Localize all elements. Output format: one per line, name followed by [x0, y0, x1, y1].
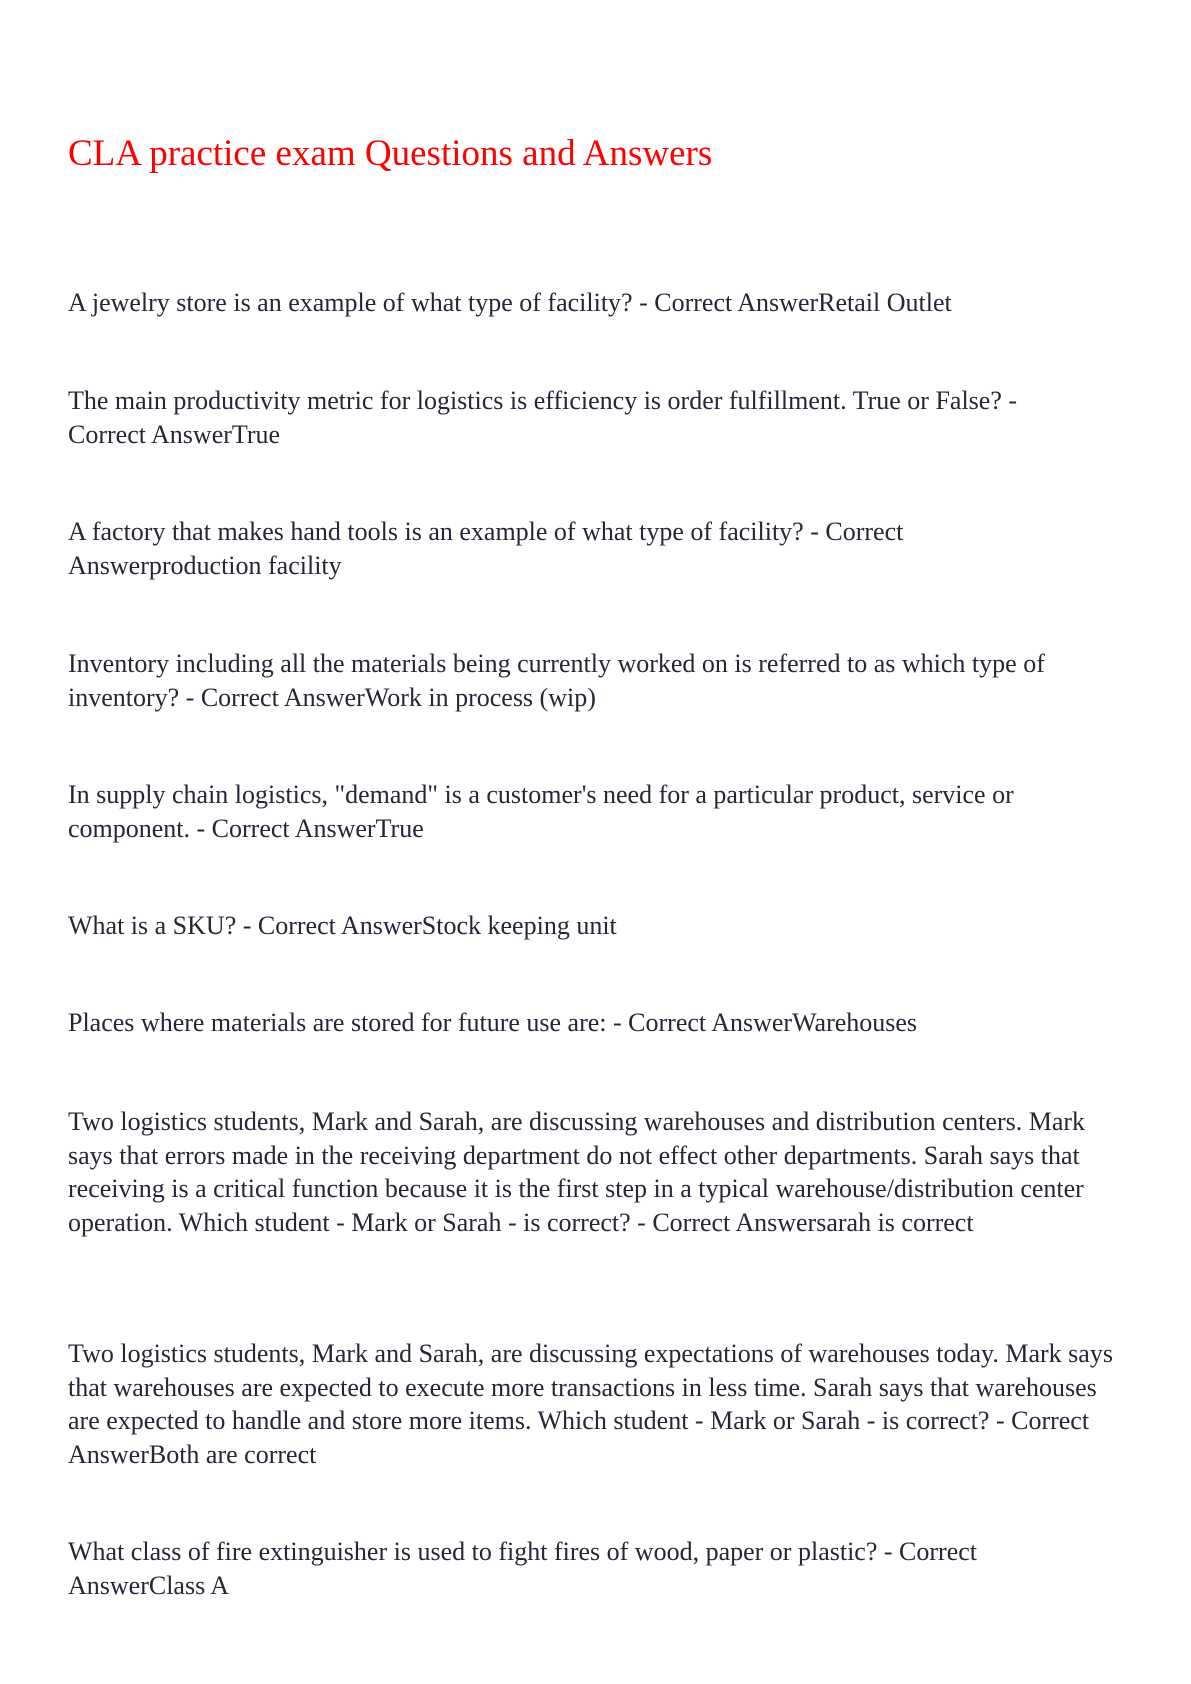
qa-item: What is a SKU? - Correct AnswerStock keeping unit — [68, 911, 617, 940]
qa-item: What class of fire extinguisher is used to fight fires of wood, paper or plastic? - Correct AnswerClass A — [68, 1537, 977, 1600]
document-title: CLA practice exam Questions and Answers — [68, 133, 713, 174]
qa-item: Inventory including all the materials being currently worked on is referred to as which type of inventory? - Correct AnswerWork in process (wip) — [68, 649, 1045, 712]
qa-item: A factory that makes hand tools is an example of what type of facility? - Correct Answerproduction facility — [68, 517, 904, 580]
qa-item: Two logistics students, Mark and Sarah, are discussing expectations of warehouses today. Mark says that warehouses are expected to execute more transactions in less time. Sarah says that warehouses are expected to handle and store more items. Which student - Mark or Sarah - is correct? - Correct AnswerBoth are correct — [68, 1339, 1113, 1469]
qa-item: A jewelry store is an example of what type of facility? - Correct AnswerRetail Outlet — [68, 288, 952, 317]
qa-item: Places where materials are stored for future use are: - Correct AnswerWarehouses — [68, 1008, 918, 1037]
qa-item: Two logistics students, Mark and Sarah, are discussing warehouses and distribution centers. Mark says that errors made in the receiving department do not effect other departments. Sarah says that receiving is a critical function because it is the first step in a typical warehouse/distribution center operation. Which student - Mark or Sarah - is correct? - Correct Answersarah is correct — [68, 1107, 1086, 1237]
qa-item: In supply chain logistics, "demand" is a customer's need for a particular product, service or component. - Correct AnswerTrue — [68, 780, 1014, 843]
qa-item: The main productivity metric for logistics is efficiency is order fulfillment. True or False? - Correct AnswerTrue — [68, 386, 1018, 449]
